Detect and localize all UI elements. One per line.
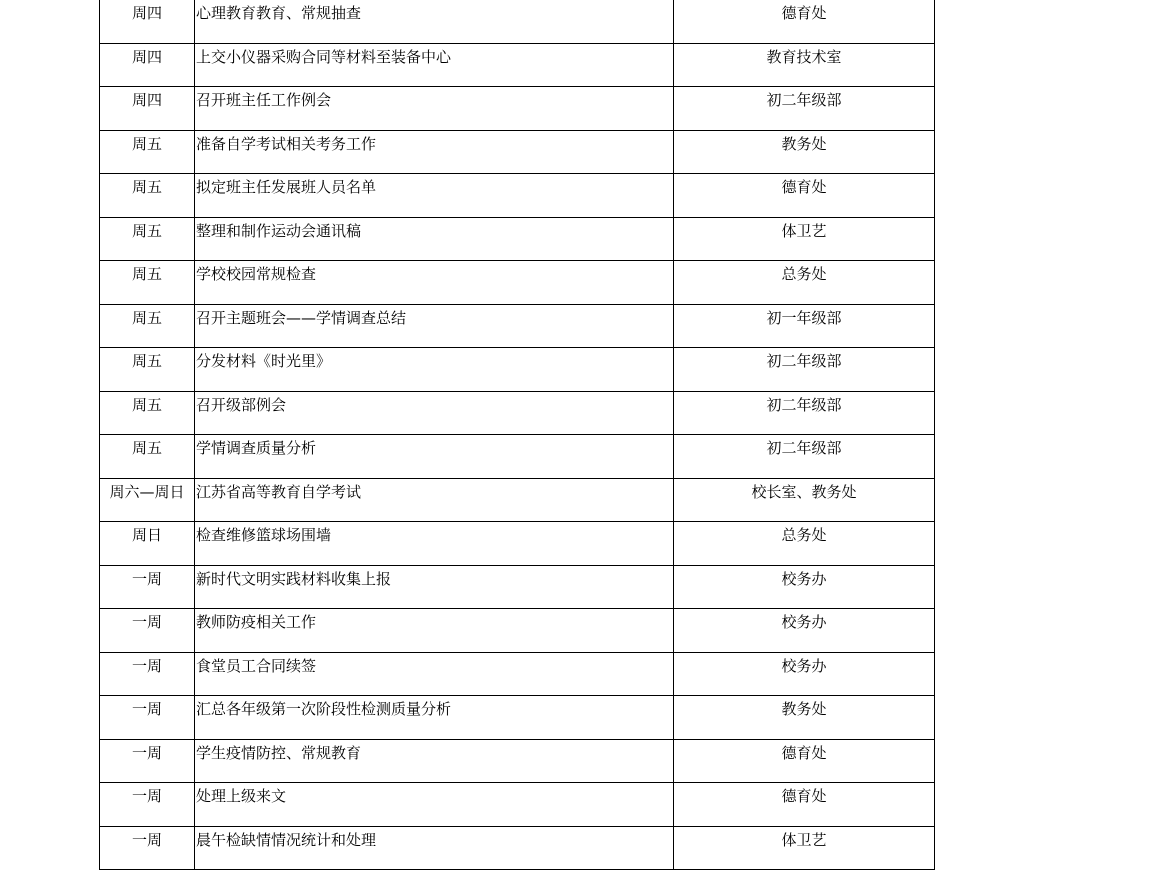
task-cell: 教师防疫相关工作 xyxy=(195,609,674,653)
day-cell: 周五 xyxy=(100,304,195,348)
task-cell: 检查维修篮球场围墙 xyxy=(195,522,674,566)
department-cell: 教务处 xyxy=(674,130,935,174)
task-cell: 学情调查质量分析 xyxy=(195,435,674,479)
day-cell: 一周 xyxy=(100,826,195,870)
department-cell: 体卫艺 xyxy=(674,217,935,261)
task-cell: 处理上级来文 xyxy=(195,783,674,827)
day-cell: 一周 xyxy=(100,609,195,653)
table-row xyxy=(100,739,935,783)
day-cell: 一周 xyxy=(100,739,195,783)
day-cell: 周五 xyxy=(100,391,195,435)
table-row xyxy=(100,0,935,43)
table-row xyxy=(100,391,935,435)
department-cell: 教务处 xyxy=(674,696,935,740)
table-row xyxy=(100,217,935,261)
department-cell: 初二年级部 xyxy=(674,348,935,392)
task-cell: 江苏省高等教育自学考试 xyxy=(195,478,674,522)
department-cell: 校务办 xyxy=(674,565,935,609)
day-cell: 一周 xyxy=(100,565,195,609)
department-cell: 德育处 xyxy=(674,783,935,827)
department-cell: 德育处 xyxy=(674,739,935,783)
task-cell: 心理教育教育、常规抽查 xyxy=(195,0,674,43)
day-cell: 周五 xyxy=(100,261,195,305)
task-cell: 整理和制作运动会通讯稿 xyxy=(195,217,674,261)
task-cell: 学校校园常规检查 xyxy=(195,261,674,305)
table-row xyxy=(100,43,935,87)
day-cell: 周六—周日 xyxy=(100,478,195,522)
table-row xyxy=(100,130,935,174)
department-cell: 德育处 xyxy=(674,0,935,43)
day-cell: 周五 xyxy=(100,435,195,479)
table-row xyxy=(100,565,935,609)
table-row xyxy=(100,652,935,696)
day-cell: 一周 xyxy=(100,652,195,696)
day-cell: 周五 xyxy=(100,130,195,174)
day-cell: 周四 xyxy=(100,0,195,43)
task-cell: 上交小仪器采购合同等材料至装备中心 xyxy=(195,43,674,87)
task-cell: 分发材料《时光里》 xyxy=(195,348,674,392)
day-cell: 一周 xyxy=(100,783,195,827)
department-cell: 初二年级部 xyxy=(674,87,935,131)
table-row xyxy=(100,304,935,348)
department-cell: 校务办 xyxy=(674,652,935,696)
task-cell: 晨午检缺情情况统计和处理 xyxy=(195,826,674,870)
department-cell: 总务处 xyxy=(674,522,935,566)
table-row xyxy=(100,826,935,870)
table-row xyxy=(100,522,935,566)
department-cell: 总务处 xyxy=(674,261,935,305)
task-cell: 准备自学考试相关考务工作 xyxy=(195,130,674,174)
day-cell: 周日 xyxy=(100,522,195,566)
day-cell: 周四 xyxy=(100,43,195,87)
task-cell: 新时代文明实践材料收集上报 xyxy=(195,565,674,609)
table-row xyxy=(100,261,935,305)
day-cell: 周五 xyxy=(100,174,195,218)
table-row xyxy=(100,478,935,522)
department-cell: 体卫艺 xyxy=(674,826,935,870)
schedule-table-body xyxy=(100,0,935,870)
department-cell: 初一年级部 xyxy=(674,304,935,348)
table-row xyxy=(100,696,935,740)
table-row xyxy=(100,87,935,131)
department-cell: 校务办 xyxy=(674,609,935,653)
task-cell: 食堂员工合同续签 xyxy=(195,652,674,696)
schedule-table xyxy=(99,0,935,870)
task-cell: 汇总各年级第一次阶段性检测质量分析 xyxy=(195,696,674,740)
department-cell: 校长室、教务处 xyxy=(674,478,935,522)
department-cell: 初二年级部 xyxy=(674,435,935,479)
day-cell: 周四 xyxy=(100,87,195,131)
task-cell: 召开班主任工作例会 xyxy=(195,87,674,131)
task-cell: 召开级部例会 xyxy=(195,391,674,435)
table-row xyxy=(100,435,935,479)
day-cell: 周五 xyxy=(100,348,195,392)
table-row xyxy=(100,174,935,218)
task-cell: 学生疫情防控、常规教育 xyxy=(195,739,674,783)
day-cell: 一周 xyxy=(100,696,195,740)
department-cell: 教育技术室 xyxy=(674,43,935,87)
department-cell: 德育处 xyxy=(674,174,935,218)
task-cell: 召开主题班会——学情调查总结 xyxy=(195,304,674,348)
task-cell: 拟定班主任发展班人员名单 xyxy=(195,174,674,218)
department-cell: 初二年级部 xyxy=(674,391,935,435)
day-cell: 周五 xyxy=(100,217,195,261)
table-row xyxy=(100,783,935,827)
table-row xyxy=(100,348,935,392)
table-row xyxy=(100,609,935,653)
